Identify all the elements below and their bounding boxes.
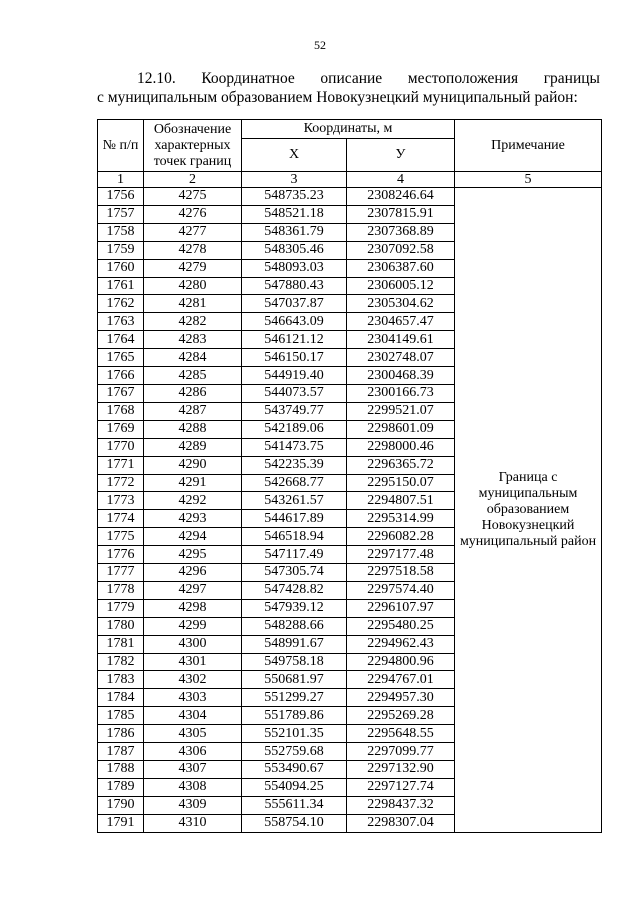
point-designation-cell: 4276 — [144, 205, 242, 223]
x-coordinate-cell: 558754.10 — [242, 814, 347, 832]
y-coordinate-cell: 2295150.07 — [347, 474, 455, 492]
point-designation-cell: 4306 — [144, 743, 242, 761]
x-coordinate-cell: 548305.46 — [242, 241, 347, 259]
point-designation-cell: 4295 — [144, 546, 242, 564]
header-note: Примечание — [455, 120, 602, 172]
point-designation-cell: 4300 — [144, 635, 242, 653]
x-coordinate-cell: 547880.43 — [242, 277, 347, 295]
y-coordinate-cell: 2294767.01 — [347, 671, 455, 689]
y-coordinate-cell: 2304149.61 — [347, 331, 455, 349]
header-coordinates: Координаты, м — [242, 120, 455, 139]
point-designation-cell: 4280 — [144, 277, 242, 295]
point-designation-cell: 4277 — [144, 223, 242, 241]
point-designation-cell: 4308 — [144, 778, 242, 796]
row-number-cell: 1756 — [98, 188, 144, 206]
y-coordinate-cell: 2297177.48 — [347, 546, 455, 564]
x-coordinate-cell: 548288.66 — [242, 617, 347, 635]
row-number-cell: 1764 — [98, 331, 144, 349]
y-coordinate-cell: 2300166.73 — [347, 384, 455, 402]
y-coordinate-cell: 2296082.28 — [347, 528, 455, 546]
y-coordinate-cell: 2295269.28 — [347, 707, 455, 725]
point-designation-cell: 4285 — [144, 367, 242, 385]
x-coordinate-cell: 546150.17 — [242, 349, 347, 367]
y-coordinate-cell: 2297574.40 — [347, 581, 455, 599]
y-coordinate-cell: 2307815.91 — [347, 205, 455, 223]
point-designation-cell: 4284 — [144, 349, 242, 367]
point-designation-cell: 4292 — [144, 492, 242, 510]
x-coordinate-cell: 547305.74 — [242, 564, 347, 582]
y-coordinate-cell: 2294962.43 — [347, 635, 455, 653]
x-coordinate-cell: 544919.40 — [242, 367, 347, 385]
point-designation-cell: 4291 — [144, 474, 242, 492]
point-designation-cell: 4282 — [144, 313, 242, 331]
x-coordinate-cell: 547117.49 — [242, 546, 347, 564]
row-number-cell: 1766 — [98, 367, 144, 385]
table-body — [98, 188, 602, 833]
section-heading — [97, 69, 600, 107]
point-designation-cell: 4275 — [144, 188, 242, 206]
point-designation-cell: 4302 — [144, 671, 242, 689]
row-number-cell: 1776 — [98, 546, 144, 564]
x-coordinate-cell: 542668.77 — [242, 474, 347, 492]
x-coordinate-cell: 543261.57 — [242, 492, 347, 510]
x-coordinate-cell: 546121.12 — [242, 331, 347, 349]
point-designation-cell: 4294 — [144, 528, 242, 546]
x-coordinate-cell: 548521.18 — [242, 205, 347, 223]
y-coordinate-cell: 2298000.46 — [347, 438, 455, 456]
y-coordinate-cell: 2296107.97 — [347, 599, 455, 617]
row-number-cell: 1784 — [98, 689, 144, 707]
header-y: У — [347, 139, 455, 172]
heading-word: 12.10. — [137, 70, 176, 87]
row-number-cell: 1786 — [98, 725, 144, 743]
row-number-cell: 1757 — [98, 205, 144, 223]
heading-line-2: с муниципальным образованием Новокузнецкий муниципальный район: — [97, 89, 578, 106]
x-coordinate-cell: 551789.86 — [242, 707, 347, 725]
y-coordinate-cell: 2297127.74 — [347, 778, 455, 796]
x-coordinate-cell: 550681.97 — [242, 671, 347, 689]
row-number-cell: 1775 — [98, 528, 144, 546]
x-coordinate-cell: 544073.57 — [242, 384, 347, 402]
row-number-cell: 1787 — [98, 743, 144, 761]
x-coordinate-cell: 544617.89 — [242, 510, 347, 528]
point-designation-cell: 4304 — [144, 707, 242, 725]
y-coordinate-cell: 2294807.51 — [347, 492, 455, 510]
row-number-cell: 1761 — [98, 277, 144, 295]
y-coordinate-cell: 2300468.39 — [347, 367, 455, 385]
point-designation-cell: 4289 — [144, 438, 242, 456]
x-coordinate-cell: 548093.03 — [242, 259, 347, 277]
header-num: № п/п — [98, 120, 144, 172]
page-number: 52 — [314, 38, 326, 52]
row-number-cell: 1762 — [98, 295, 144, 313]
table-header — [98, 120, 602, 188]
x-coordinate-cell: 546518.94 — [242, 528, 347, 546]
point-designation-cell: 4279 — [144, 259, 242, 277]
point-designation-cell: 4281 — [144, 295, 242, 313]
row-number-cell: 1779 — [98, 599, 144, 617]
y-coordinate-cell: 2306005.12 — [347, 277, 455, 295]
row-number-cell: 1760 — [98, 259, 144, 277]
x-coordinate-cell: 552101.35 — [242, 725, 347, 743]
y-coordinate-cell: 2295648.55 — [347, 725, 455, 743]
column-number-row — [98, 172, 602, 188]
row-number-cell: 1770 — [98, 438, 144, 456]
row-number-cell: 1788 — [98, 761, 144, 779]
x-coordinate-cell: 547939.12 — [242, 599, 347, 617]
row-number-cell: 1767 — [98, 384, 144, 402]
x-coordinate-cell: 541473.75 — [242, 438, 347, 456]
x-coordinate-cell: 547037.87 — [242, 295, 347, 313]
x-coordinate-cell: 549758.18 — [242, 653, 347, 671]
row-number-cell: 1777 — [98, 564, 144, 582]
x-coordinate-cell: 542235.39 — [242, 456, 347, 474]
column-number: 4 — [347, 172, 455, 188]
point-designation-cell: 4288 — [144, 420, 242, 438]
point-designation-cell: 4309 — [144, 796, 242, 814]
row-number-cell: 1778 — [98, 581, 144, 599]
y-coordinate-cell: 2294800.96 — [347, 653, 455, 671]
point-designation-cell: 4278 — [144, 241, 242, 259]
note-cell: Граница с муниципальным образованием Новокузнецкий муниципальный район — [455, 188, 602, 833]
y-coordinate-cell: 2306387.60 — [347, 259, 455, 277]
x-coordinate-cell: 542189.06 — [242, 420, 347, 438]
row-number-cell: 1780 — [98, 617, 144, 635]
table-row — [98, 188, 602, 206]
row-number-cell: 1768 — [98, 402, 144, 420]
y-coordinate-cell: 2299521.07 — [347, 402, 455, 420]
header-x: Х — [242, 139, 347, 172]
x-coordinate-cell: 548735.23 — [242, 188, 347, 206]
row-number-cell: 1774 — [98, 510, 144, 528]
coordinates-table — [97, 119, 602, 833]
x-coordinate-cell: 554094.25 — [242, 778, 347, 796]
row-number-cell: 1769 — [98, 420, 144, 438]
y-coordinate-cell: 2297132.90 — [347, 761, 455, 779]
y-coordinate-cell: 2298601.09 — [347, 420, 455, 438]
point-designation-cell: 4297 — [144, 581, 242, 599]
y-coordinate-cell: 2304657.47 — [347, 313, 455, 331]
x-coordinate-cell: 551299.27 — [242, 689, 347, 707]
row-number-cell: 1790 — [98, 796, 144, 814]
y-coordinate-cell: 2307368.89 — [347, 223, 455, 241]
heading-word: Координатное — [201, 70, 295, 87]
point-designation-cell: 4287 — [144, 402, 242, 420]
x-coordinate-cell: 553490.67 — [242, 761, 347, 779]
point-designation-cell: 4296 — [144, 564, 242, 582]
point-designation-cell: 4310 — [144, 814, 242, 832]
row-number-cell: 1763 — [98, 313, 144, 331]
y-coordinate-cell: 2297099.77 — [347, 743, 455, 761]
row-number-cell: 1758 — [98, 223, 144, 241]
point-designation-cell: 4298 — [144, 599, 242, 617]
y-coordinate-cell: 2302748.07 — [347, 349, 455, 367]
point-designation-cell: 4305 — [144, 725, 242, 743]
column-number: 5 — [455, 172, 602, 188]
heading-word: описание — [320, 70, 383, 87]
point-designation-cell: 4290 — [144, 456, 242, 474]
y-coordinate-cell: 2297518.58 — [347, 564, 455, 582]
x-coordinate-cell: 546643.09 — [242, 313, 347, 331]
x-coordinate-cell: 543749.77 — [242, 402, 347, 420]
row-number-cell: 1785 — [98, 707, 144, 725]
row-number-cell: 1781 — [98, 635, 144, 653]
point-designation-cell: 4283 — [144, 331, 242, 349]
x-coordinate-cell: 552759.68 — [242, 743, 347, 761]
y-coordinate-cell: 2298307.04 — [347, 814, 455, 832]
row-number-cell: 1789 — [98, 778, 144, 796]
point-designation-cell: 4301 — [144, 653, 242, 671]
y-coordinate-cell: 2307092.58 — [347, 241, 455, 259]
row-number-cell: 1772 — [98, 474, 144, 492]
point-designation-cell: 4286 — [144, 384, 242, 402]
x-coordinate-cell: 555611.34 — [242, 796, 347, 814]
row-number-cell: 1773 — [98, 492, 144, 510]
row-number-cell: 1782 — [98, 653, 144, 671]
x-coordinate-cell: 547428.82 — [242, 581, 347, 599]
x-coordinate-cell: 548361.79 — [242, 223, 347, 241]
column-number: 3 — [242, 172, 347, 188]
point-designation-cell: 4299 — [144, 617, 242, 635]
row-number-cell: 1783 — [98, 671, 144, 689]
row-number-cell: 1771 — [98, 456, 144, 474]
y-coordinate-cell: 2308246.64 — [347, 188, 455, 206]
row-number-cell: 1765 — [98, 349, 144, 367]
heading-line-1 — [97, 69, 600, 88]
column-number: 1 — [98, 172, 144, 188]
point-designation-cell: 4307 — [144, 761, 242, 779]
x-coordinate-cell: 548991.67 — [242, 635, 347, 653]
point-designation-cell: 4303 — [144, 689, 242, 707]
heading-word: местоположения — [407, 70, 519, 87]
y-coordinate-cell: 2296365.72 — [347, 456, 455, 474]
y-coordinate-cell: 2294957.30 — [347, 689, 455, 707]
y-coordinate-cell: 2305304.62 — [347, 295, 455, 313]
header-designation: Обозначение характерных точек границ — [144, 120, 242, 172]
heading-word: границы — [543, 70, 600, 87]
y-coordinate-cell: 2295314.99 — [347, 510, 455, 528]
y-coordinate-cell: 2295480.25 — [347, 617, 455, 635]
row-number-cell: 1791 — [98, 814, 144, 832]
y-coordinate-cell: 2298437.32 — [347, 796, 455, 814]
column-number: 2 — [144, 172, 242, 188]
point-designation-cell: 4293 — [144, 510, 242, 528]
row-number-cell: 1759 — [98, 241, 144, 259]
